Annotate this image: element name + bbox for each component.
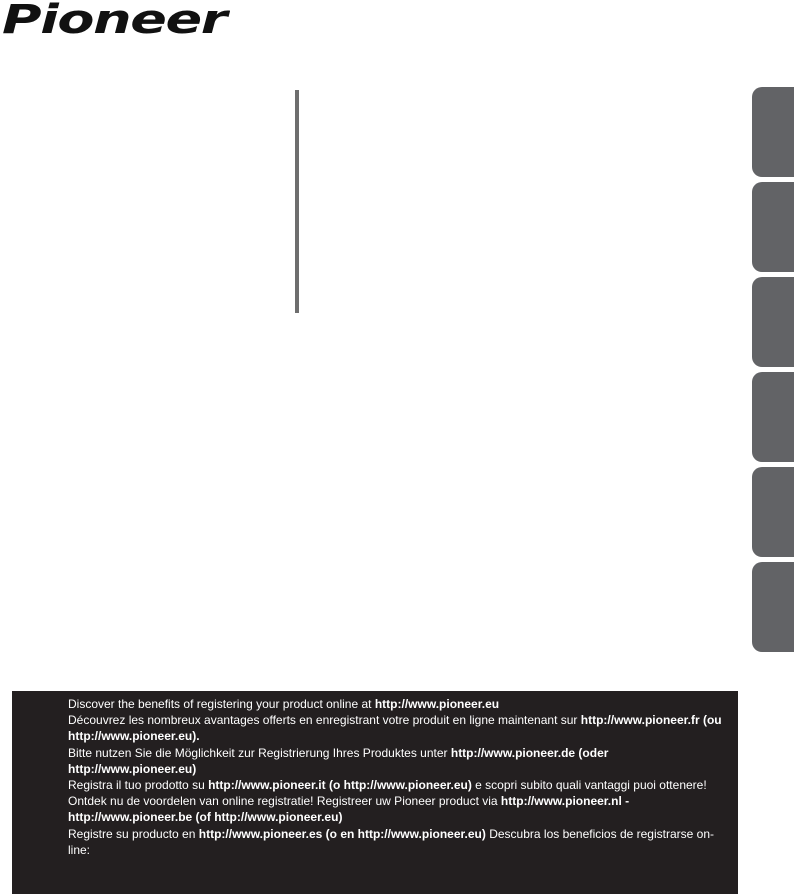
registration-paragraph	[68, 745, 728, 777]
registration-text-segment: Bitte nutzen Sie die Möglichkeit zur Registrierung Ihres Produktes unter	[68, 745, 451, 760]
registration-text-segment: Découvrez les nombreux avantages offerts en enregistrant votre produit en ligne maintenant sur	[68, 713, 581, 728]
language-tab[interactable]	[752, 87, 794, 177]
pioneer-logo	[0, 0, 230, 40]
registration-text-segment: Registra il tuo prodotto su	[68, 778, 209, 793]
registration-text-segment: e scopri subito quali vantaggi puoi ottenere!	[471, 778, 707, 793]
registration-text-segment: Descubra los beneficios de registrarse on-line:	[68, 826, 714, 857]
registration-link[interactable]: http://www.pioneer.fr (ou http://www.pioneer.eu).	[68, 713, 722, 744]
registration-paragraph	[68, 696, 728, 712]
language-tab[interactable]	[752, 372, 794, 462]
language-tab[interactable]	[752, 277, 794, 367]
vertical-divider	[295, 90, 299, 313]
registration-banner	[12, 691, 738, 894]
language-tab[interactable]	[752, 182, 794, 272]
registration-paragraph	[68, 777, 728, 793]
registration-link[interactable]: http://www.pioneer.nl - http://www.pioneer.be (of http://www.pioneer.eu)	[68, 794, 630, 825]
language-tab[interactable]	[752, 467, 794, 557]
registration-paragraph	[68, 826, 728, 858]
registration-text-segment: Discover the benefits of registering your product online at	[68, 697, 375, 711]
registration-paragraph	[68, 712, 728, 744]
registration-link[interactable]: http://www.pioneer.eu	[374, 697, 500, 711]
language-tab[interactable]	[752, 562, 794, 652]
registration-text	[68, 696, 728, 858]
registration-link[interactable]: http://www.pioneer.de (oder http://www.pioneer.eu)	[68, 745, 609, 776]
registration-text-segment: Ontdek nu de voordelen van online registratie! Registreer uw Pioneer product via	[68, 794, 501, 809]
registration-link[interactable]: http://www.pioneer.it (o http://www.pioneer.eu)	[208, 778, 472, 793]
logo-wordmark: Pioneer	[2, 0, 230, 40]
registration-text-segment: Registre su producto en	[68, 826, 199, 841]
registration-paragraph	[68, 793, 728, 825]
registration-link[interactable]: http://www.pioneer.es (o en http://www.pioneer.eu)	[198, 826, 486, 841]
